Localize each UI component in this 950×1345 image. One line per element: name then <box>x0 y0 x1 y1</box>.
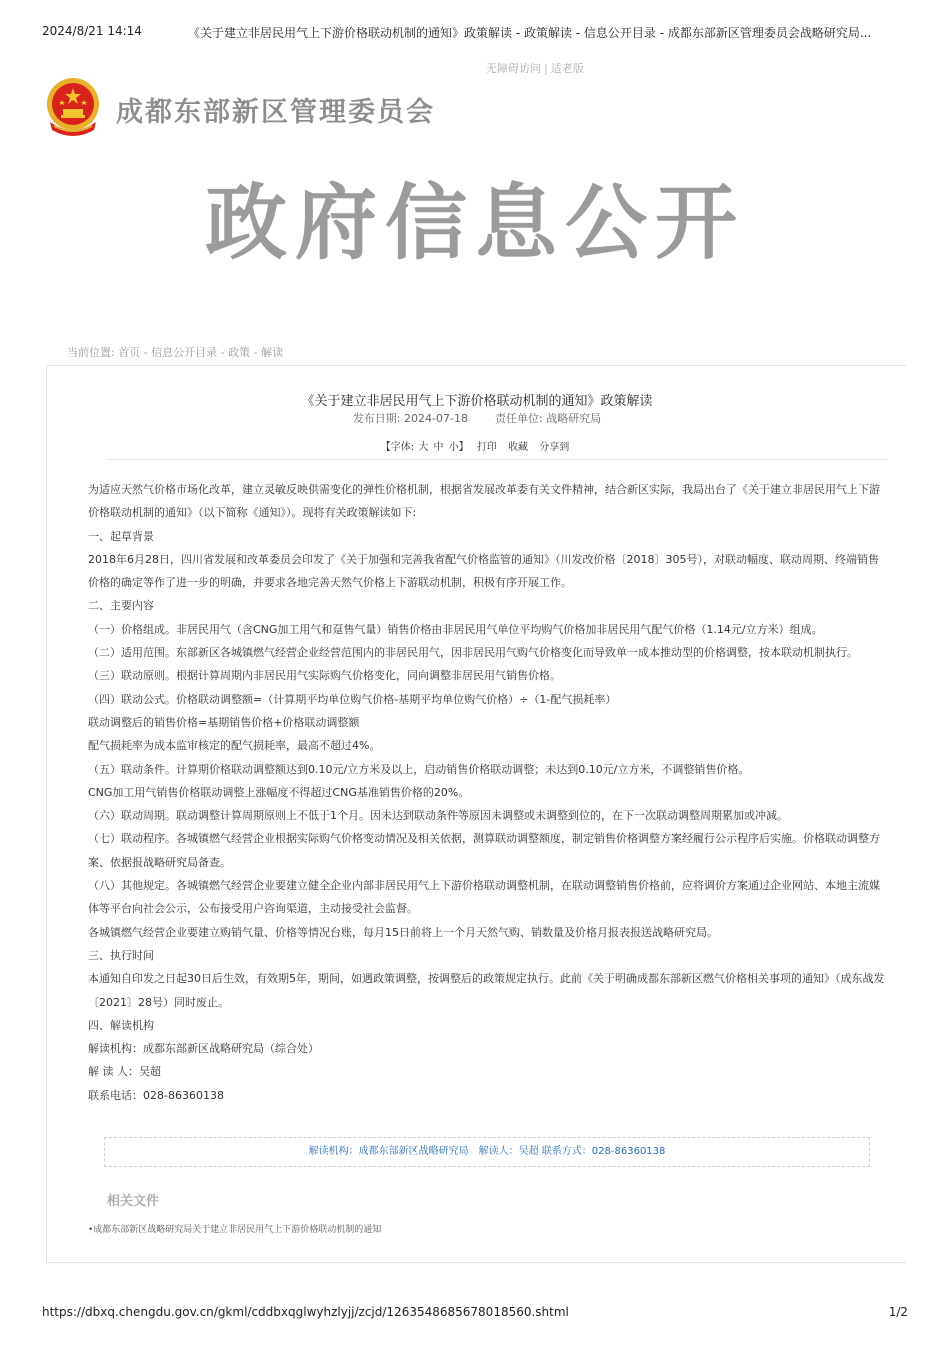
related-file-link[interactable]: •成都东部新区战略研究局关于建立非居民用气上下游价格联动机制的通知 <box>88 1225 382 1235</box>
article-body <box>88 478 888 1107</box>
paragraph: （二）适用范围。东部新区各城镇燃气经营企业经营范围内的非居民用气，因非居民用气购气价格变化而导致单一成本推动型的价格调整，按本联动机制执行。 <box>88 646 858 660</box>
paragraph: 本通知自印发之日起30日后生效，有效期5年，期间，如遇政策调整，按调整后的政策规定执行。此前《关于明确成都东部新区燃气价格相关事项的通知》（成东战发〔2021〕28号）同时废止。 <box>88 972 885 1009</box>
font-medium-button[interactable]: 中 <box>433 442 444 453</box>
article-container <box>46 365 906 1263</box>
interpreter: 解读人：吴超 <box>478 1146 539 1157</box>
publish-date: 2024-07-18 <box>404 412 468 425</box>
breadcrumb-item-home[interactable]: 首页 <box>118 346 141 359</box>
breadcrumb-separator: - <box>217 346 229 359</box>
interpretation-org: 解读机构：成都东部新区战略研究局 <box>308 1146 469 1157</box>
contact-info: 联系方式：028-86360138 <box>541 1146 666 1157</box>
print-button[interactable]: 打印 <box>476 442 497 453</box>
page-url: https://dbxq.chengdu.gov.cn/gkml/cddbxqglwyhzlyjj/zcjd/1263548685678018560.shtml <box>42 1305 569 1319</box>
font-large-button[interactable]: 大 <box>418 442 429 453</box>
print-page-title: 《关于建立非居民用气上下游价格联动机制的通知》政策解读 - 政策解读 - 信息公开目录 - 成都东部新区管理委员会战略研究局... <box>188 26 872 40</box>
article-title: 《关于建立非居民用气上下游价格联动机制的通知》政策解读 <box>301 394 653 409</box>
print-timestamp: 2024/8/21 14:14 <box>42 24 142 38</box>
article-tools <box>47 438 907 453</box>
paragraph: （五）联动条件。计算期价格联动调整额达到0.10元/立方米及以上，启动销售价格联动调整；未达到0.10元/立方米，不调整销售价格。 <box>88 762 750 776</box>
breadcrumb-label: 当前位置: <box>67 346 115 359</box>
paragraph: 联动调整后的销售价格=基期销售价格+价格联动调整额 <box>88 715 360 729</box>
breadcrumb-item-policy[interactable]: 政策 <box>228 346 251 359</box>
share-button[interactable]: 分享到 <box>539 442 570 453</box>
print-header <box>42 24 908 40</box>
page-number: 1/2 <box>888 1305 908 1319</box>
paragraph: （八）其他规定。各城镇燃气经营企业要建立健全企业内部非居民用气上下游价格联动调整机制，在联动调整销售价格前，应将调价方案通过企业网站、本地主流媒体等平台向社会公示，公布接受用户咨询渠道，主动接受社会监督。 <box>88 879 880 916</box>
article-meta <box>47 410 907 426</box>
date-label: 发布日期: <box>352 412 401 425</box>
paragraph: （四）联动公式。价格联动调整额=（计算期平均单位购气价格-基期平均单位购气价格）÷（1-配气损耗率） <box>88 692 617 706</box>
responsible-unit: 战略研究局 <box>546 412 602 425</box>
breadcrumb-item-catalog[interactable]: 信息公开目录 <box>151 346 218 359</box>
section-heading: 一、起草背景 <box>88 529 154 543</box>
unit-label: 责任单位: <box>494 412 543 425</box>
paragraph: 配气损耗率为成本监审核定的配气损耗率，最高不超过4%。 <box>88 739 381 753</box>
paragraph: 为适应天然气价格市场化改革，建立灵敏反映供需变化的弹性价格机制，根据省发展改革委有关文件精神，结合新区实际，我局出台了《关于建立非居民用气上下游价格联动机制的通知》（以下简称《通知》）。现将有关政策解读如下: <box>88 483 880 520</box>
font-small-button[interactable]: 小】 <box>448 442 469 453</box>
related-files-title: 相关文件 <box>107 1194 160 1209</box>
section-heading: 二、主要内容 <box>88 599 154 613</box>
interpretation-info-box <box>104 1137 870 1167</box>
paragraph: 解读机构：成都东部新区战略研究局（综合处） <box>88 1042 319 1056</box>
banner-title: 政府信息公开 <box>204 176 745 271</box>
link-separator: | <box>544 62 548 75</box>
national-emblem-icon <box>44 76 102 138</box>
elderly-mode-link[interactable]: 适老版 <box>550 62 584 75</box>
paragraph: （六）联动周期。联动调整计算周期原则上不低于1个月。因未达到联动条件等原因未调整或未调整到位的，在下一次联动调整周期累加或冲减。 <box>88 809 788 823</box>
paragraph: （三）联动原则。根据计算周期内非居民用气实际购气价格变化，同向调整非居民用气销售价格。 <box>88 669 561 683</box>
accessible-link[interactable]: 无障碍访问 <box>486 62 541 75</box>
paragraph: CNG加工用气销售价格联动调整上涨幅度不得超过CNG基准销售价格的20%。 <box>88 785 470 799</box>
paragraph: 2018年6月28日，四川省发展和改革委员会印发了《关于加强和完善我省配气价格监管的通知》（川发改价格〔2018〕305号），对联动幅度、联动周期、终端销售价格的确定等作了进一步的明确，并要求各地完善天然气价格上下游联动机制，积极有序开展工作。 <box>88 552 879 590</box>
section-heading: 四、解读机构 <box>88 1018 154 1032</box>
section-heading: 三、执行时间 <box>88 948 154 962</box>
top-links <box>486 60 584 76</box>
print-footer <box>42 1305 908 1321</box>
site-name: 成都东部新区管理委员会 <box>116 97 435 128</box>
font-size-label: 【字体: <box>380 442 415 453</box>
breadcrumb-separator: - <box>250 346 262 359</box>
paragraph: （七）联动程序。各城镇燃气经营企业根据实际购气价格变动情况及相关依据，测算联动调整额度，制定销售价格调整方案经履行公示程序后实施。价格联动调整方案、依据报战略研究局备查。 <box>88 832 880 869</box>
divider <box>107 459 887 460</box>
paragraph: 联系电话：028-86360138 <box>88 1088 224 1102</box>
favorite-button[interactable]: 收藏 <box>508 442 529 453</box>
breadcrumb-separator: - <box>140 346 152 359</box>
paragraph: （一）价格组成。非居民用气（含CNG加工用气和趸售气量）销售价格由非居民用气单位平均购气价格加非居民用气配气价格（1.14元/立方米）组成。 <box>88 622 823 636</box>
breadcrumb <box>67 344 283 360</box>
paragraph: 解 读 人：吴超 <box>88 1065 161 1079</box>
breadcrumb-item-interpretation[interactable]: 解读 <box>261 346 284 359</box>
paragraph: 各城镇燃气经营企业要建立购销气量、价格等情况台账，每月15日前将上一个月天然气购、销数量及价格月报表报送战略研究局。 <box>88 925 718 939</box>
